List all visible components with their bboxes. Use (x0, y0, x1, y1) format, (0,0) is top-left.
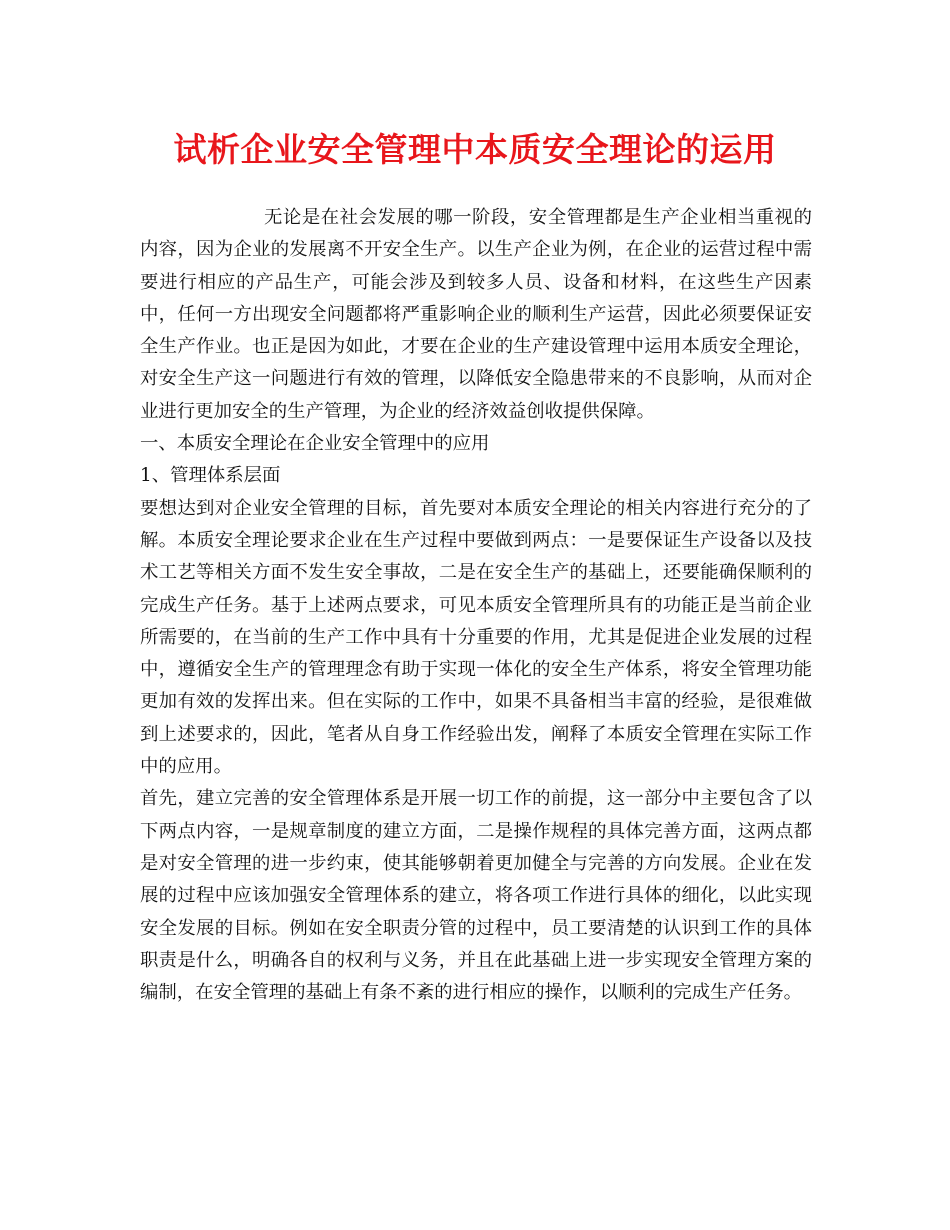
body-paragraph-1: 要想达到对企业安全管理的目标，首先要对本质安全理论的相关内容进行充分的了解。本质安全理论要求企业在生产过程中要做到两点：一是要保证生产设备以及技术工艺等相关方面不发生安全事故，二是在安全生产的基础上，还要能确保顺利的完成生产任务。基于上述两点要求，可见本质安全管理所具有的功能正是当前企业所需要的，在当前的生产工作中具有十分重要的作用，尤其是促进企业发展的过程中，遵循安全生产的管理理念有助于实现一体化的安全生产体系，将安全管理功能更加有效的发挥出来。但在实际的工作中，如果不具备相当丰富的经验，是很难做到上述要求的，因此，笔者从自身工作经验出发，阐释了本质安全管理在实际工作中的应用。 (140, 497, 812, 778)
body-paragraph-2: 首先，建立完善的安全管理体系是开展一切工作的前提，这一部分中主要包含了以下两点内容，一是规章制度的建立方面，二是操作规程的具体完善方面，这两点都是对安全管理的进一步约束，使其能够朝着更加健全与完善的方向发展。企业在发展的过程中应该加强安全管理体系的建立，将各项工作进行具体的细化，以此实现安全发展的目标。例如在安全职责分管的过程中，员工要清楚的认识到工作的具体职责是什么，明确各自的权利与义务，并且在此基础上进一步实现安全管理方案的编制，在安全管理的基础上有条不紊的进行相应的操作，以顺利的完成生产任务。 (140, 788, 812, 1004)
section-heading: 一、本质安全理论在企业安全管理中的应用 (140, 433, 490, 455)
intro-paragraph: 无论是在社会发展的哪一阶段，安全管理都是生产企业相当重视的内容，因为企业的发展离不开安全生产。以生产企业为例，在企业的运营过程中需要进行相应的产品生产，可能会涉及到较多人员、设备和材料，在这些生产因素中，任何一方出现安全问题都将严重影响企业的顺利生产运营，因此必须要保证安全生产作业。也正是因为如此，才要在企业的生产建设管理中运用本质安全理论，对安全生产这一问题进行有效的管理，以降低安全隐患带来的不良影响，从而对企业进行更加安全的生产管理，为企业的经济效益创收提供保障。 (140, 207, 812, 422)
document-title: 试析企业安全管理中本质安全理论的运用 (173, 130, 777, 169)
subsection-heading: 1、管理体系层面 (140, 465, 281, 487)
document-body (140, 202, 812, 1009)
